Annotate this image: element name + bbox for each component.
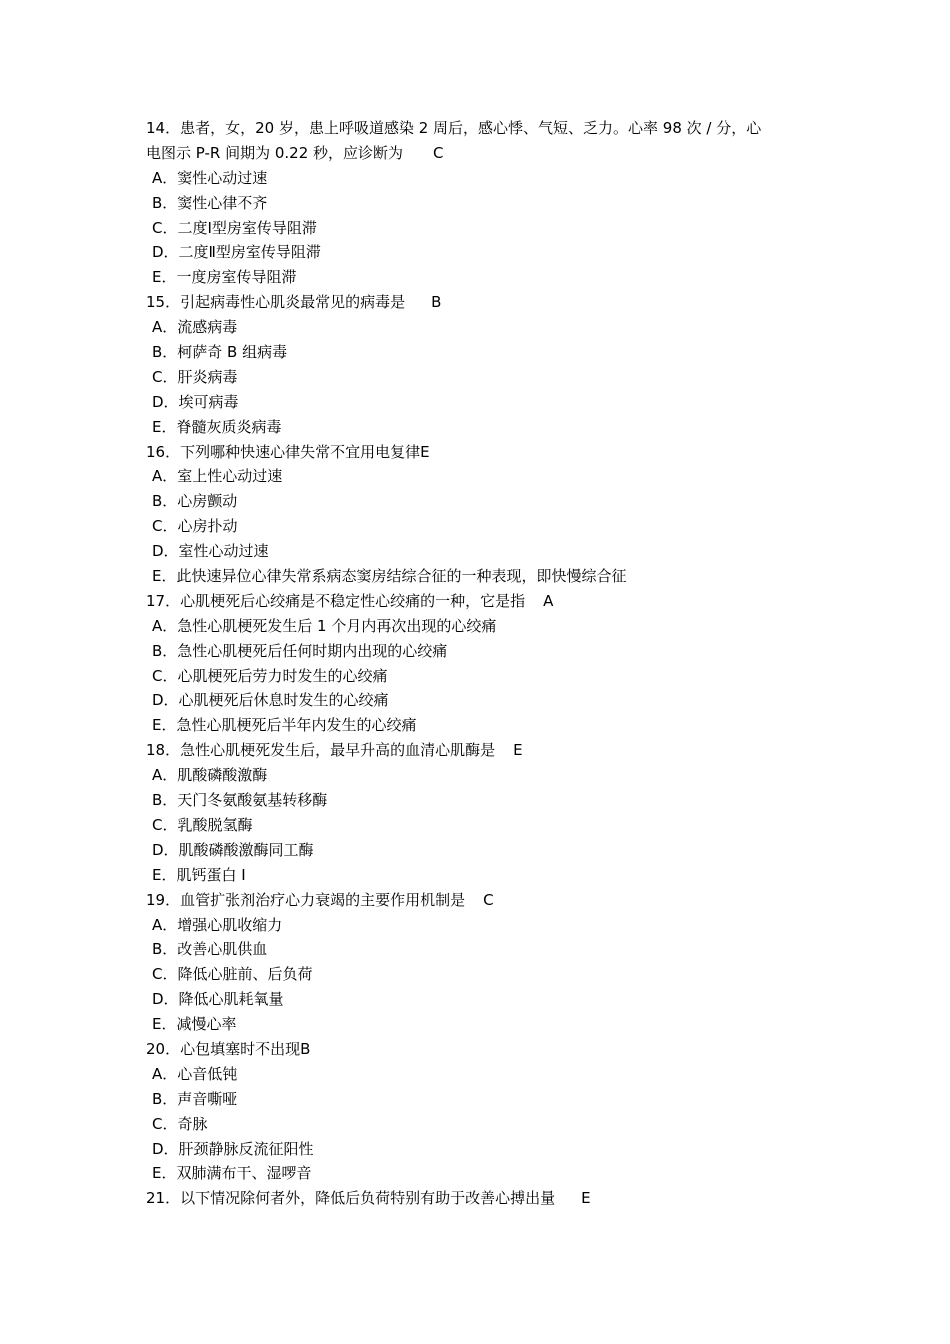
answer-key: E <box>513 741 523 760</box>
answer-key: C <box>483 890 494 909</box>
option-e: E．一度房室传导阻滞 <box>152 268 297 287</box>
option-c: C．心房扑动 <box>152 517 238 536</box>
question-stem: 19．血管扩张剂治疗心力衰竭的主要作用机制是 C <box>146 890 494 909</box>
option-c: C．肝炎病毒 <box>152 367 238 386</box>
option-b: B．声音嘶哑 <box>152 1089 238 1108</box>
option-d: D．埃可病毒 <box>152 392 239 411</box>
option-b: B．窦性心律不齐 <box>152 193 268 212</box>
question-stem: 20．心包填塞时不出现B <box>146 1039 311 1058</box>
option-e: E．双肺满布干、湿啰音 <box>152 1164 312 1183</box>
option-e: E．减慢心率 <box>152 1015 237 1034</box>
option-d: D．二度Ⅱ型房室传导阻滞 <box>152 243 321 262</box>
question-19 <box>146 888 816 1037</box>
option-d: D．肌酸磷酸激酶同工酶 <box>152 840 314 859</box>
question-stem: 16．下列哪种快速心律失常不宜用电复律E <box>146 442 430 461</box>
question-15 <box>146 290 816 439</box>
option-e: E．脊髓灰质炎病毒 <box>152 417 282 436</box>
question-21 <box>146 1186 816 1211</box>
question-stem: 15．引起病毒性心肌炎最常见的病毒是 B <box>146 293 442 312</box>
question-stem: 21．以下情况除何者外，降低后负荷特别有助于改善心搏出量 E <box>146 1189 591 1208</box>
question-14 <box>146 116 816 290</box>
question-stem: 17．心肌梗死后心绞痛是不稳定性心绞痛的一种，它是指 A <box>146 591 554 610</box>
option-d: D．肝颈静脉反流征阳性 <box>152 1139 314 1158</box>
option-a: A．心音低钝 <box>152 1064 238 1083</box>
option-d: D．室性心动过速 <box>152 542 269 561</box>
answer-key: A <box>543 591 554 610</box>
option-c: C．乳酸脱氢酶 <box>152 815 253 834</box>
option-a: A．增强心肌收缩力 <box>152 915 283 934</box>
option-a: A．室上性心动过速 <box>152 467 283 486</box>
option-b: B．天门冬氨酸氨基转移酶 <box>152 791 328 810</box>
question-18 <box>146 738 816 887</box>
question-16 <box>146 440 816 589</box>
option-c: C．二度Ⅰ型房室传导阻滞 <box>152 218 317 237</box>
option-c: C．奇脉 <box>152 1114 208 1133</box>
question-stem-continued: 电图示 P-R 间期为 0.22 秒，应诊断为 C <box>146 143 444 162</box>
answer-key: E <box>420 442 430 461</box>
option-b: B．心房颤动 <box>152 492 238 511</box>
answer-key: C <box>433 143 444 162</box>
question-17 <box>146 589 816 738</box>
option-b: B．急性心肌梗死后任何时期内出现的心绞痛 <box>152 641 448 660</box>
option-d: D．心肌梗死后休息时发生的心绞痛 <box>152 691 389 710</box>
option-e: E．此快速异位心律失常系病态窦房结综合征的一种表现，即快慢综合征 <box>152 567 627 586</box>
question-20 <box>146 1037 816 1186</box>
option-d: D．降低心肌耗氧量 <box>152 990 284 1009</box>
question-stem: 18．急性心肌梗死发生后，最早升高的血清心肌酶是 E <box>146 741 523 760</box>
question-list <box>146 116 816 1211</box>
question-stem: 14．患者，女，20 岁，患上呼吸道感染 2 周后，感心悸、气短、乏力。心率 98 次 / 分，心 <box>146 119 762 137</box>
option-c: C．降低心脏前、后负荷 <box>152 965 313 984</box>
answer-key: E <box>581 1189 591 1208</box>
option-a: A．窦性心动过速 <box>152 168 268 187</box>
answer-key: B <box>300 1039 311 1058</box>
option-e: E．急性心肌梗死后半年内发生的心绞痛 <box>152 716 417 735</box>
option-b: B．改善心肌供血 <box>152 940 268 959</box>
option-c: C．心肌梗死后劳力时发生的心绞痛 <box>152 666 388 685</box>
option-a: A．流感病毒 <box>152 318 238 337</box>
answer-key: B <box>431 293 442 312</box>
option-a: A．肌酸磷酸激酶 <box>152 766 268 785</box>
option-b: B．柯萨奇 B 组病毒 <box>152 343 288 362</box>
option-e: E．肌钙蛋白 I <box>152 865 246 884</box>
option-a: A．急性心肌梗死发生后 1 个月内再次出现的心绞痛 <box>152 616 497 635</box>
